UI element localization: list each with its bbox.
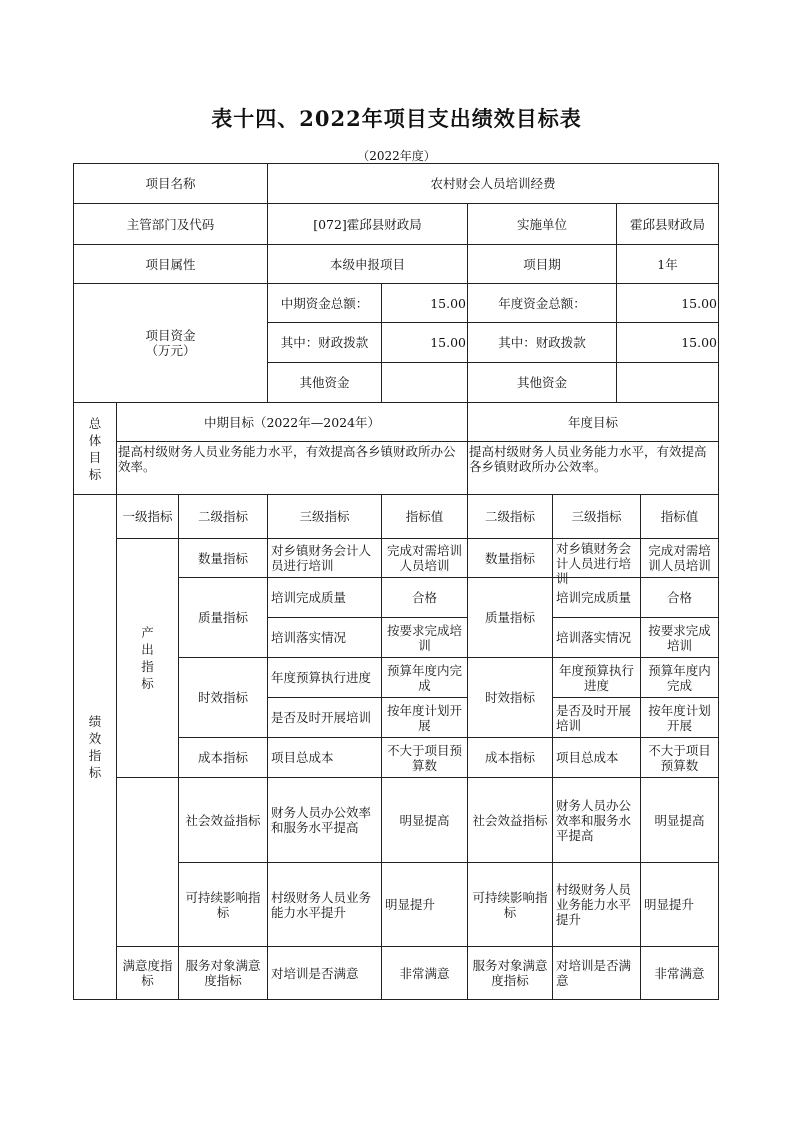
satis-value-b: 非常满意 bbox=[640, 946, 719, 1000]
sustain-l2-b: 可持续影响指标 bbox=[467, 862, 553, 947]
quality1-l3: 培训完成质量 bbox=[267, 577, 382, 618]
satisfaction-label: 满意度指标 bbox=[116, 946, 179, 1000]
social-l3: 财务人员办公效率和服务水平提高 bbox=[267, 777, 382, 863]
quality2-l3-b: 培训落实情况 bbox=[552, 617, 641, 658]
satis-l2-b: 服务对象满意度指标 bbox=[467, 946, 553, 1000]
sustain-l2: 可持续影响指标 bbox=[178, 862, 268, 947]
year-other-value bbox=[616, 362, 719, 403]
year-fiscal-label: 其中：财政拨款 bbox=[467, 322, 617, 363]
header-level2: 二级指标 bbox=[178, 494, 268, 539]
quality2-l3: 培训落实情况 bbox=[267, 617, 382, 658]
mid-objective-header: 中期目标（2022年—2024年） bbox=[116, 402, 468, 442]
cost-l2: 成本指标 bbox=[178, 737, 268, 778]
attr-label: 项目属性 bbox=[73, 244, 268, 284]
cost-l3-b: 项目总成本 bbox=[552, 737, 641, 778]
cost-value-b: 不大于项目预算数 bbox=[640, 737, 719, 778]
quality1-l3-b: 培训完成质量 bbox=[552, 577, 641, 618]
year-total-label: 年度资金总额： bbox=[467, 283, 617, 323]
sustain-value-b: 明显提升 bbox=[640, 862, 719, 947]
project-name-value: 农村财会人员培训经费 bbox=[267, 163, 719, 204]
cost-l2-b: 成本指标 bbox=[467, 737, 553, 778]
quantity-l3-b: 对乡镇财务会计人员进行培训 bbox=[552, 538, 641, 578]
header-level2-b: 二级指标 bbox=[467, 494, 553, 539]
impl-value: 霍邱县财政局 bbox=[616, 203, 719, 245]
overall-label: 总体目标 bbox=[73, 402, 117, 495]
year-other-label: 其他资金 bbox=[467, 362, 617, 403]
satis-l3: 对培训是否满意 bbox=[267, 946, 382, 1000]
cost-l3: 项目总成本 bbox=[267, 737, 382, 778]
perf-label: 绩效指标 bbox=[73, 494, 117, 1000]
cost-value: 不大于项目预算数 bbox=[381, 737, 468, 778]
sustain-value: 明显提升 bbox=[381, 862, 468, 947]
year-fiscal-value: 15.00 bbox=[616, 322, 719, 363]
period-value: 1年 bbox=[616, 244, 719, 284]
sustain-l3-b: 村级财务人员业务能力水平提升 bbox=[552, 862, 641, 947]
time2-value-b: 按年度计划开展 bbox=[640, 697, 719, 738]
social-value: 明显提高 bbox=[381, 777, 468, 863]
time2-l3-b: 是否及时开展培训 bbox=[552, 697, 641, 738]
time1-value: 预算年度内完成 bbox=[381, 657, 468, 698]
dept-label: 主管部门及代码 bbox=[73, 203, 268, 245]
attr-value: 本级申报项目 bbox=[267, 244, 468, 284]
quality-l2-b: 质量指标 bbox=[467, 577, 553, 658]
quality1-value-b: 合格 bbox=[640, 577, 719, 618]
satis-l3-b: 对培训是否满意 bbox=[552, 946, 641, 1000]
output-label: 产出指标 bbox=[116, 538, 179, 778]
quality-l2: 质量指标 bbox=[178, 577, 268, 658]
header-value-b: 指标值 bbox=[640, 494, 719, 539]
quality1-value: 合格 bbox=[381, 577, 468, 618]
year-objective-header: 年度目标 bbox=[467, 402, 719, 442]
quantity-l2: 数量指标 bbox=[178, 538, 268, 578]
funds-label: 项目资金 （万元） bbox=[73, 283, 268, 403]
header-level1: 一级指标 bbox=[116, 494, 179, 539]
effect-label-empty bbox=[116, 777, 179, 947]
quantity-l3: 对乡镇财务会计人员进行培训 bbox=[267, 538, 382, 578]
quantity-value: 完成对需培训人员培训 bbox=[381, 538, 468, 578]
mid-other-label: 其他资金 bbox=[267, 362, 382, 403]
quality2-value: 按要求完成培训 bbox=[381, 617, 468, 658]
period-label: 项目期 bbox=[467, 244, 617, 284]
quality2-value-b: 按要求完成培训 bbox=[640, 617, 719, 658]
year-objective-text: 提高村级财务人员业务能力水平，有效提高各乡镇财政所办公效率。 bbox=[467, 441, 719, 495]
time1-l3: 年度预算执行进度 bbox=[267, 657, 382, 698]
time1-value-b: 预算年度内完成 bbox=[640, 657, 719, 698]
header-level3-b: 三级指标 bbox=[552, 494, 641, 539]
year-note: （2022年度） bbox=[357, 149, 436, 163]
project-name-label: 项目名称 bbox=[73, 163, 268, 204]
time1-l3-b: 年度预算执行进度 bbox=[552, 657, 641, 698]
quantity-value-b: 完成对需培训人员培训 bbox=[640, 538, 719, 578]
satis-value: 非常满意 bbox=[381, 946, 468, 1000]
mid-fiscal-label: 其中：财政拨款 bbox=[267, 322, 382, 363]
time2-l3: 是否及时开展培训 bbox=[267, 697, 382, 738]
social-l3-b: 财务人员办公效率和服务水平提高 bbox=[552, 777, 641, 863]
year-total-value: 15.00 bbox=[616, 283, 719, 323]
mid-total-label: 中期资金总额： bbox=[267, 283, 382, 323]
mid-fiscal-value: 15.00 bbox=[381, 322, 468, 363]
social-l2: 社会效益指标 bbox=[178, 777, 268, 863]
quantity-l2-b: 数量指标 bbox=[467, 538, 553, 578]
page-title: 表十四、2022年项目支出绩效目标表 bbox=[211, 106, 582, 131]
social-l2-b: 社会效益指标 bbox=[467, 777, 553, 863]
impl-label: 实施单位 bbox=[467, 203, 617, 245]
time2-value: 按年度计划开展 bbox=[381, 697, 468, 738]
dept-value: [072]霍邱县财政局 bbox=[267, 203, 468, 245]
mid-other-value bbox=[381, 362, 468, 403]
sustain-l3: 村级财务人员业务能力水平提升 bbox=[267, 862, 382, 947]
time-l2-b: 时效指标 bbox=[467, 657, 553, 738]
header-value: 指标值 bbox=[381, 494, 468, 539]
header-level3: 三级指标 bbox=[267, 494, 382, 539]
satis-l2: 服务对象满意度指标 bbox=[178, 946, 268, 1000]
mid-total-value: 15.00 bbox=[381, 283, 468, 323]
social-value-b: 明显提高 bbox=[640, 777, 719, 863]
time-l2: 时效指标 bbox=[178, 657, 268, 738]
mid-objective-text: 提高村级财务人员业务能力水平，有效提高各乡镇财政所办公效率。 bbox=[116, 441, 468, 495]
